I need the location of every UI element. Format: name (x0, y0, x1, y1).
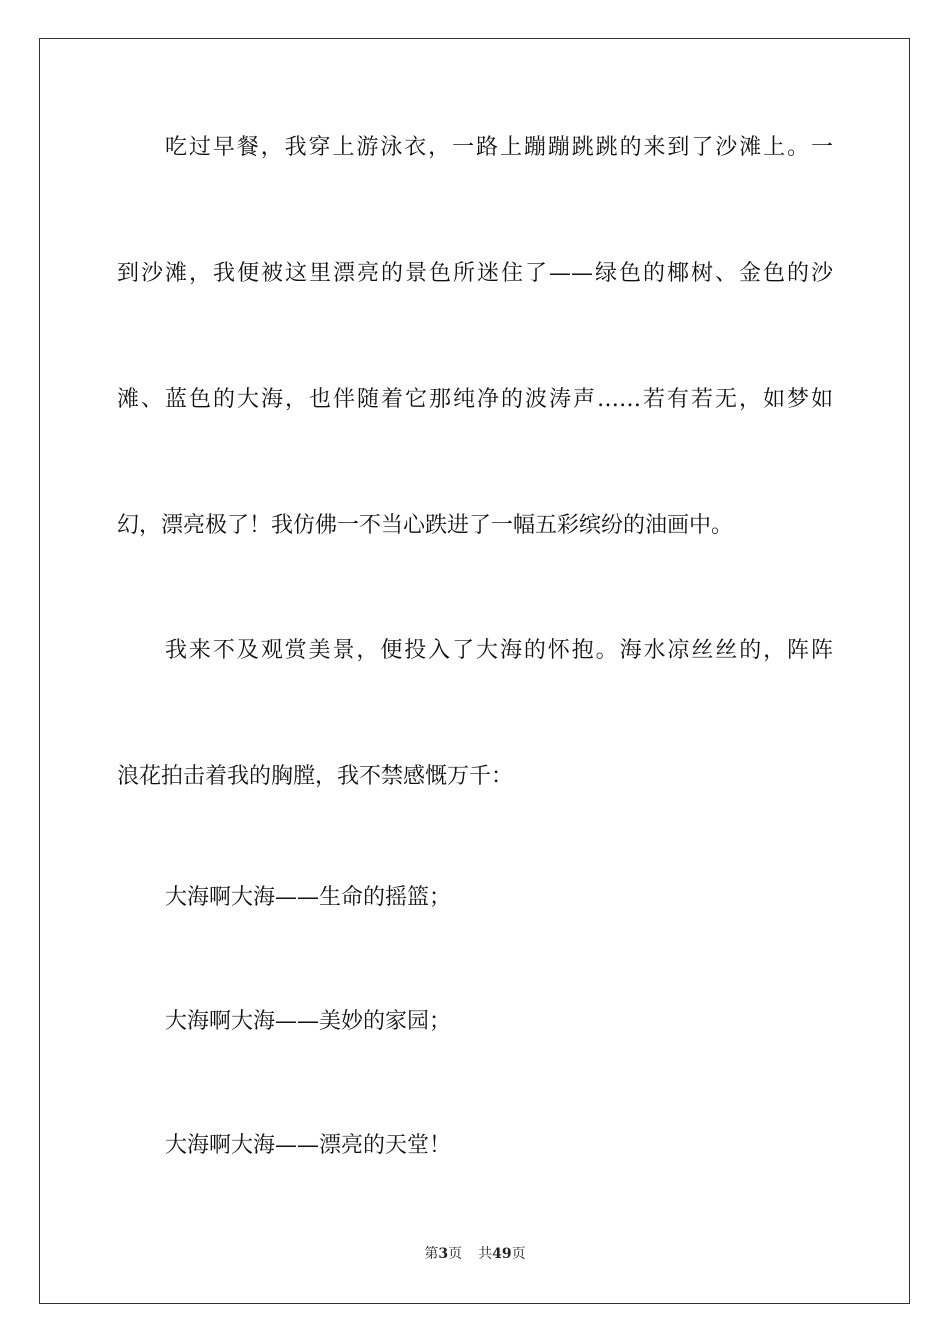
paragraph-1-line-1: 吃过早餐，我穿上游泳衣，一路上蹦蹦跳跳的来到了沙滩上。一 (165, 135, 833, 160)
page-footer (0, 1244, 950, 1264)
paragraph-2-line-2: 浪花拍击着我的胸膛，我不禁感慨万千： (117, 764, 514, 789)
page-number: 3 (438, 1246, 449, 1262)
paragraph-1-line-3: 滩、蓝色的大海，也伴随着它那纯净的波涛声……若有若无，如梦如 (117, 387, 833, 412)
poem-line-2: 大海啊大海——美妙的家园； (165, 1009, 452, 1034)
page-border (39, 38, 910, 1304)
total-prefix: 共 (478, 1246, 493, 1262)
page-prefix: 第 (424, 1246, 439, 1262)
poem-line-1: 大海啊大海——生命的摇篮； (165, 885, 452, 910)
paragraph-1-line-4: 幻，漂亮极了！我仿佛一不当心跌进了一幅五彩缤纷的油画中。 (117, 513, 734, 538)
page-suffix: 页 (448, 1246, 463, 1262)
total-suffix: 页 (511, 1246, 526, 1262)
total-pages: 49 (492, 1246, 512, 1262)
paragraph-1-line-2: 到沙滩，我便被这里漂亮的景色所迷住了——绿色的椰树、金色的沙 (117, 261, 833, 286)
poem-line-3: 大海啊大海——漂亮的天堂！ (165, 1133, 452, 1158)
paragraph-2-line-1: 我来不及观赏美景，便投入了大海的怀抱。海水凉丝丝的，阵阵 (165, 638, 833, 663)
